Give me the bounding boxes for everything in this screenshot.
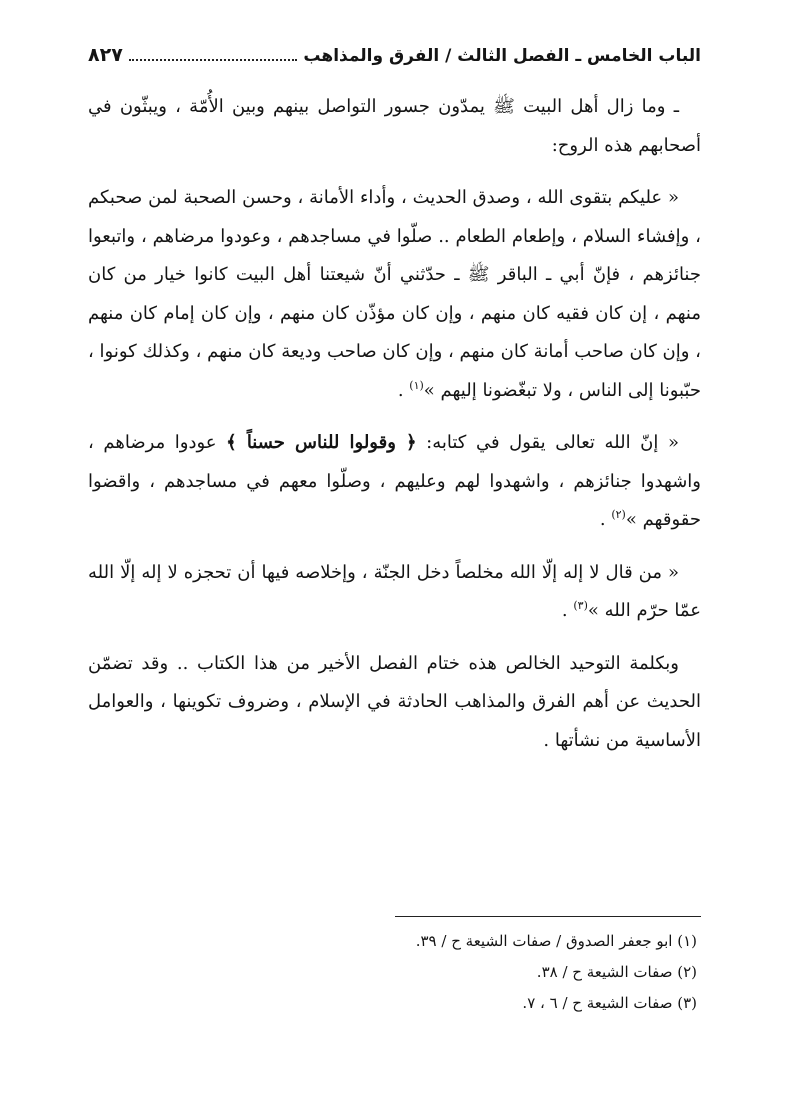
footnote-divider bbox=[395, 916, 701, 917]
running-header bbox=[88, 30, 701, 66]
body-text bbox=[88, 88, 701, 774]
quran-quote: ﴿ وقولوا للناس حسناً ﴾ bbox=[226, 432, 417, 453]
footnote-2: (٢) صفات الشيعة ح / ٣٨. bbox=[536, 963, 697, 981]
paragraph-3: « إنّ الله تعالى يقول في كتابه: ﴿ وقولوا للناس حسناً ﴾ عودوا مرضاهم ، واشهدوا جنائزهم ، واشهدوا لهم وعليهم ، وصلّوا معهم في مساجدهم ، واقضوا حقوقهم »$^{(٢)}$ . bbox=[88, 432, 701, 530]
paragraph-3-text-after: عودوا مرضاهم ، واشهدوا جنائزهم ، واشهدوا لهم وعليهم ، وصلّوا معهم في مساجدهم ، واقضوا حقوقهم » bbox=[88, 432, 701, 530]
header-title: الباب الخامس ـ الفصل الثالث / الفرق والمذاهب bbox=[303, 46, 701, 66]
paragraph-5-text: وبكلمة التوحيد الخالص هذه ختام الفصل الأخير من هذا الكتاب .. وقد تضمّن الحديث عن أهم الفرق والمذاهب الحادثة في الإسلام ، وضروف تكوينها ، والعوامل الأساسية من نشأتها . bbox=[88, 652, 701, 751]
paragraph-4-text: « من قال لا إله إلّا الله مخلصاً دخل الجنّة ، وإخلاصه فيها أن تحجزه لا إله إلّا الله عمّا حرّم الله » bbox=[88, 561, 701, 621]
footnote-ref-2: (٢) bbox=[611, 508, 626, 521]
footnote-1: (١) ابو جعفر الصدوق / صفات الشيعة ح / ٣٩. bbox=[415, 932, 697, 950]
paragraph-2: « عليكم بتقوى الله ، وصدق الحديث ، وأداء الأمانة ، وحسن الصحبة لمن صحبكم ، وإفشاء السلام ، وإطعام الطعام .. صلّوا في مساجدهم ، وعودوا مرضاهم ، واتبعوا جنائزهم ، فإنّ أبي ـ الباقر ﷺ ـ حدّثني أنّ شيعتنا أهل البيت كانوا خيار من كان منهم ، إن كان فقيه كان منهم ، وإن كان مؤذّن كان منهم ، وإن كان إمام كان منهم ، وإن كان صاحب أمانة كان منهم ، وإن كان صاحب وديعة كان منهم ، وكذلك كونوا ، حبّبونا إلى الناس ، ولا تبغّضونا إليهم »$^{(١)}$ . bbox=[88, 187, 701, 401]
footnote-ref-3: (٣) bbox=[573, 599, 588, 612]
paragraph-4: « من قال لا إله إلّا الله مخلصاً دخل الجنّة ، وإخلاصه فيها أن تحجزه لا إله إلّا الله عمّا حرّم الله »$^{(٣)}$ . bbox=[88, 561, 701, 621]
paragraph-3-text-before: « إنّ الله تعالى يقول في كتابه: bbox=[416, 432, 679, 453]
paragraph-5 bbox=[88, 645, 701, 761]
footnotes bbox=[88, 926, 701, 1019]
header-dot-leader bbox=[129, 58, 298, 61]
paragraph-1-text: ـ وما زال أهل البيت ﷺ يمدّون جسور التواصل بينهم وبين الأُمّة ، ويبثّون في أصحابهم هذه الروح: bbox=[88, 96, 701, 156]
paragraph-1 bbox=[88, 88, 701, 165]
paragraph-2-text: « عليكم بتقوى الله ، وصدق الحديث ، وأداء الأمانة ، وحسن الصحبة لمن صحبكم ، وإفشاء السلام ، وإطعام الطعام .. صلّوا في مساجدهم ، وعودوا مرضاهم ، واتبعوا جنائزهم ، فإنّ أبي ـ الباقر ﷺ ـ حدّثني أنّ شيعتنا أهل البيت كانوا خيار من كان منهم ، إن كان فقيه كان منهم ، وإن كان مؤذّن كان منهم ، وإن كان إمام كان منهم ، وإن كان صاحب أمانة كان منهم ، وإن كان صاحب وديعة كان منهم ، وكذلك كونوا ، حبّبونا إلى الناس ، ولا تبغّضونا إليهم » bbox=[88, 187, 701, 401]
page-number: ٨٢٧ bbox=[88, 44, 123, 66]
footnote-3: (٣) صفات الشيعة ح / ٦ ، ٧. bbox=[522, 994, 697, 1012]
footnote-ref-1: (١) bbox=[409, 378, 424, 392]
